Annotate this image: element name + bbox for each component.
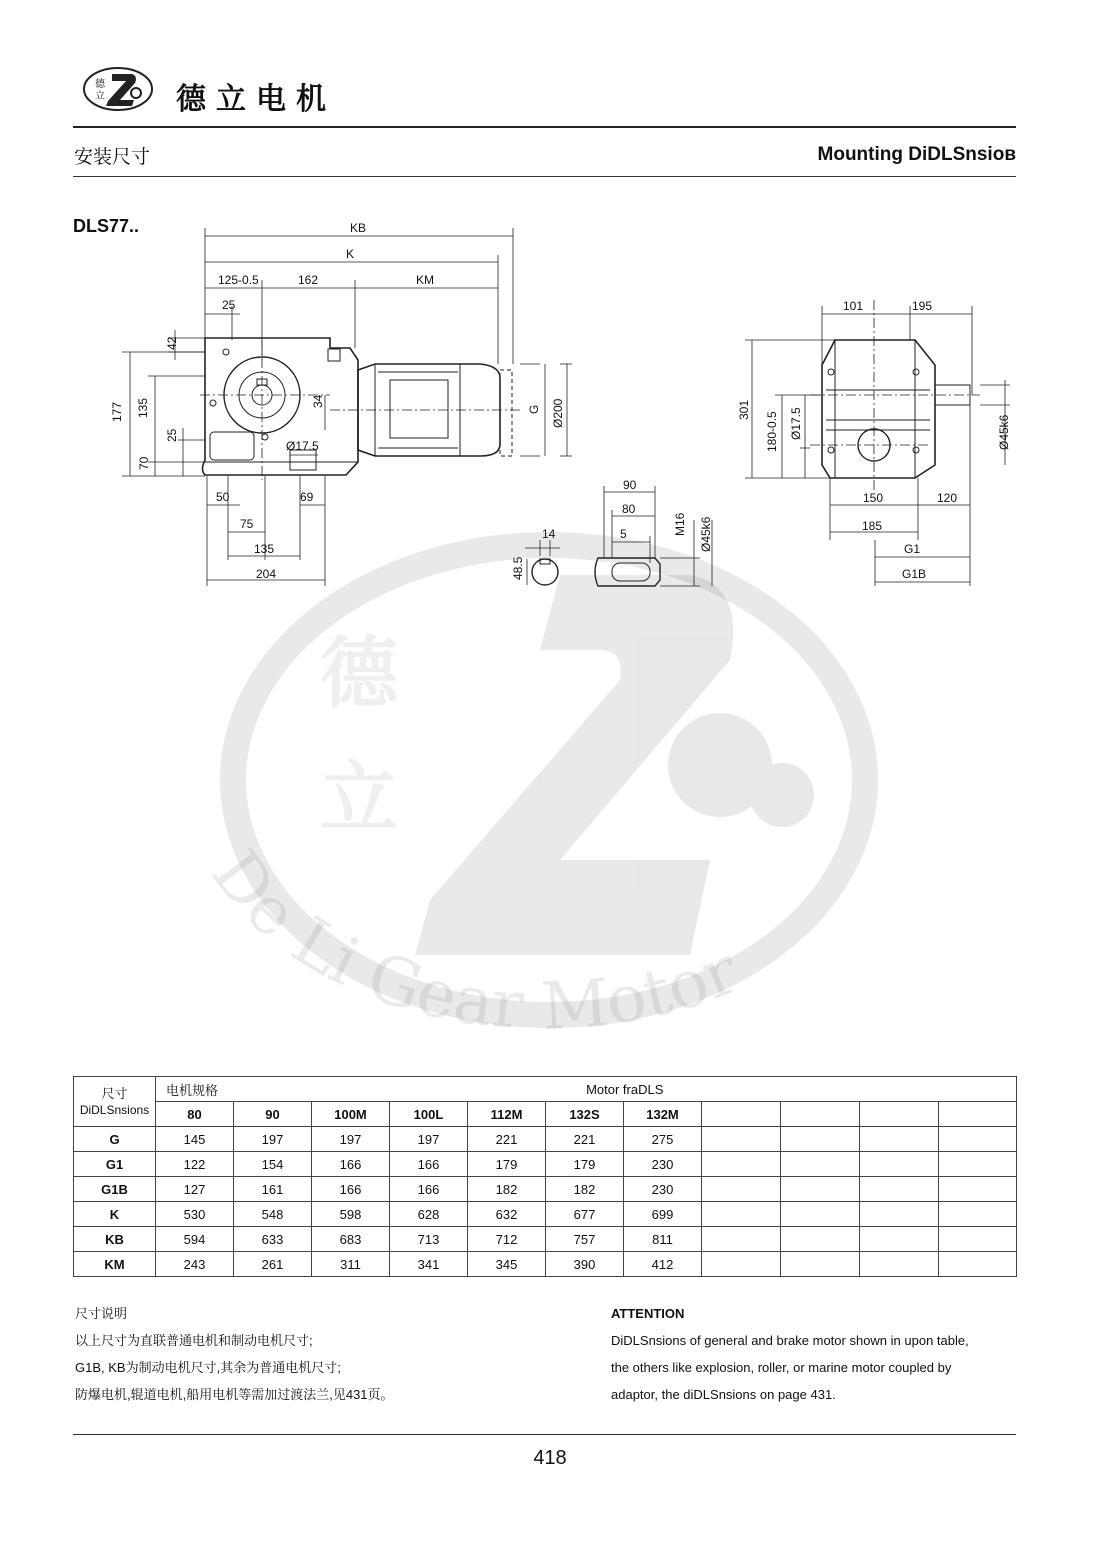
col-header [702,1102,781,1127]
dimension-table [73,1076,1017,1277]
dim-80: 80 [622,502,636,516]
dim-kb: KB [350,221,367,235]
dim-195: 195 [912,299,933,313]
table-cell [781,1227,860,1252]
dim-km: KM [416,273,434,287]
watermark-ring-text: De Li Gear Motor [196,836,749,1046]
table-row [74,1227,1017,1252]
table-cell [860,1127,939,1152]
table-cell: 677 [546,1202,624,1227]
table-cell [860,1177,939,1202]
table-cell: 311 [312,1252,390,1277]
table-cell: 221 [468,1127,546,1152]
table-cell: 548 [234,1202,312,1227]
notes-en [611,1300,1031,1408]
row-label: G [74,1127,156,1152]
dim-m16: M16 [673,512,687,536]
col-header: 112M [468,1102,546,1127]
col-header: 132M [624,1102,702,1127]
table-cell: 230 [624,1177,702,1202]
dim-dia-200: Ø200 [551,398,565,428]
row-label: KB [74,1227,156,1252]
dim-204: 204 [256,567,277,581]
table-cell [781,1252,860,1277]
dim-5: 5 [620,527,627,541]
notes-cn-line: 防爆电机,辊道电机,船用电机等需加过渡法兰,见431页。 [75,1387,394,1402]
col-header: 80 [156,1102,234,1127]
notes-cn-line: G1B, KB为制动电机尺寸,其余为普通电机尺寸; [75,1360,341,1375]
col-header: 90 [234,1102,312,1127]
dim-177: 177 [110,401,124,422]
model-name: DLS77.. [73,216,140,236]
col-header [939,1102,1017,1127]
table-cell: 683 [312,1227,390,1252]
watermark-char-2: 立 [320,753,399,844]
notes-cn [75,1300,394,1408]
notes-cn-line: 以上尺寸为直联普通电机和制动电机尺寸; [75,1333,313,1348]
table-cell: 699 [624,1202,702,1227]
table-cell: 633 [234,1227,312,1252]
row-label: G1 [74,1152,156,1177]
table-cell: 182 [468,1177,546,1202]
table-cell: 345 [468,1252,546,1277]
table-cell: 221 [546,1127,624,1152]
dim-side-shaft-dia: Ø45k6 [997,414,1011,450]
dim-162: 162 [298,273,319,287]
table-cell: 390 [546,1252,624,1277]
table-cell: 122 [156,1152,234,1177]
table-cell [939,1127,1017,1152]
table-row [74,1152,1017,1177]
table-cell [939,1252,1017,1277]
table-cell: 275 [624,1127,702,1152]
dim-25-left: 25 [165,428,179,442]
row-label: G1B [74,1177,156,1202]
table-cell: 243 [156,1252,234,1277]
dim-301: 301 [737,399,751,420]
table-cell: 166 [390,1152,468,1177]
table-cell: 161 [234,1177,312,1202]
dim-180: 180-0.5 [765,411,779,452]
notes-en-line: the others like explosion, roller, or marine motor coupled by [611,1360,952,1375]
table-cell [702,1152,781,1177]
table-cell [702,1177,781,1202]
table-cell [702,1252,781,1277]
dim-120: 120 [937,491,958,505]
notes-en-title: ATTENTION [611,1306,685,1321]
dim-135-left: 135 [136,397,150,418]
dim-side-bore: Ø17.5 [789,407,803,440]
table-cell: 179 [468,1152,546,1177]
table-cell [939,1202,1017,1227]
watermark-char-1: 德 [320,628,399,719]
table-cell [860,1227,939,1252]
table-row [74,1177,1017,1202]
table-cell: 197 [234,1127,312,1152]
table-cell [781,1152,860,1177]
table-header-row [74,1102,1017,1127]
table-cell [702,1227,781,1252]
logo-char-2: 立 [95,91,105,102]
dim-75: 75 [240,517,254,531]
dim-185: 185 [862,519,883,533]
table-cell [702,1127,781,1152]
dim-125: 125-0.5 [218,273,259,287]
table-cell: 757 [546,1227,624,1252]
table-cell: 712 [468,1227,546,1252]
footer-rule [73,1434,1016,1435]
logo-char-1: 德 [95,79,105,90]
table-cell [781,1177,860,1202]
table-cell: 261 [234,1252,312,1277]
dim-k: K [346,247,355,261]
table-cell: 632 [468,1202,546,1227]
dim-135-bottom: 135 [254,542,275,556]
table-row [74,1127,1017,1152]
table-cell: 530 [156,1202,234,1227]
table-cell [860,1152,939,1177]
notes-cn-title: 尺寸说明 [75,1306,128,1321]
motor-cn-label: 电机规格 [156,1077,234,1102]
dim-48-5: 48.5 [511,556,525,580]
corner-cn: 尺寸 [101,1085,128,1101]
brand-name: 德立电机 [176,82,336,117]
dim-90: 90 [623,478,637,492]
table-cell [860,1202,939,1227]
table-cell: 713 [390,1227,468,1252]
table-cell: 811 [624,1227,702,1252]
notes-en-line: adaptor, the diDLSnsions on page 431. [611,1387,836,1402]
table-cell [939,1152,1017,1177]
table-cell: 197 [312,1127,390,1152]
dim-14: 14 [542,527,556,541]
dim-g1: G1 [904,542,921,556]
section-title-en: Mounting DiDLSnsioв [817,144,1016,165]
col-header [781,1102,860,1127]
dim-70: 70 [137,456,151,470]
col-header [860,1102,939,1127]
row-label: K [74,1202,156,1227]
table-cell [702,1202,781,1227]
dim-69: 69 [300,490,314,504]
dim-g: G [527,404,541,414]
dim-shaft-dia: Ø45k6 [699,516,713,552]
table-cell: 197 [390,1127,468,1152]
dim-101: 101 [843,299,864,313]
corner-en: DiDLSnsions [79,1102,150,1117]
dim-50: 50 [216,490,230,504]
page-number: 418 [533,1447,567,1469]
table-cell [860,1252,939,1277]
motor-en-label: Motor fraDLS [234,1077,1017,1102]
table-cell: 166 [390,1177,468,1202]
table-cell: 179 [546,1152,624,1177]
dim-bore-17-5: Ø17.5 [286,439,319,453]
notes-en-line: DiDLSnsions of general and brake motor shown in upon table, [611,1333,969,1348]
table-cell: 182 [546,1177,624,1202]
table-cell: 127 [156,1177,234,1202]
dim-34: 34 [311,394,325,408]
table-cell: 341 [390,1252,468,1277]
table-cell [781,1127,860,1152]
col-header: 100L [390,1102,468,1127]
table-cell: 166 [312,1177,390,1202]
table-body [74,1127,1017,1277]
table-cell: 230 [624,1152,702,1177]
table-cell: 166 [312,1152,390,1177]
table-corner [74,1077,156,1127]
dim-42: 42 [165,336,179,350]
table-cell: 145 [156,1127,234,1152]
section-title-cn: 安装尺寸 [74,147,151,168]
table-cell: 154 [234,1152,312,1177]
table-cell [939,1227,1017,1252]
col-header: 132S [546,1102,624,1127]
table-cell: 598 [312,1202,390,1227]
dim-g1b: G1B [902,567,927,581]
table-cell: 628 [390,1202,468,1227]
table-cell [781,1202,860,1227]
table-row [74,1252,1017,1277]
table-cell: 594 [156,1227,234,1252]
table-row [74,1202,1017,1227]
table-cell: 412 [624,1252,702,1277]
dim-150: 150 [863,491,884,505]
col-header: 100M [312,1102,390,1127]
table-cell [939,1177,1017,1202]
row-label: KM [74,1252,156,1277]
dim-25-top: 25 [222,298,236,312]
